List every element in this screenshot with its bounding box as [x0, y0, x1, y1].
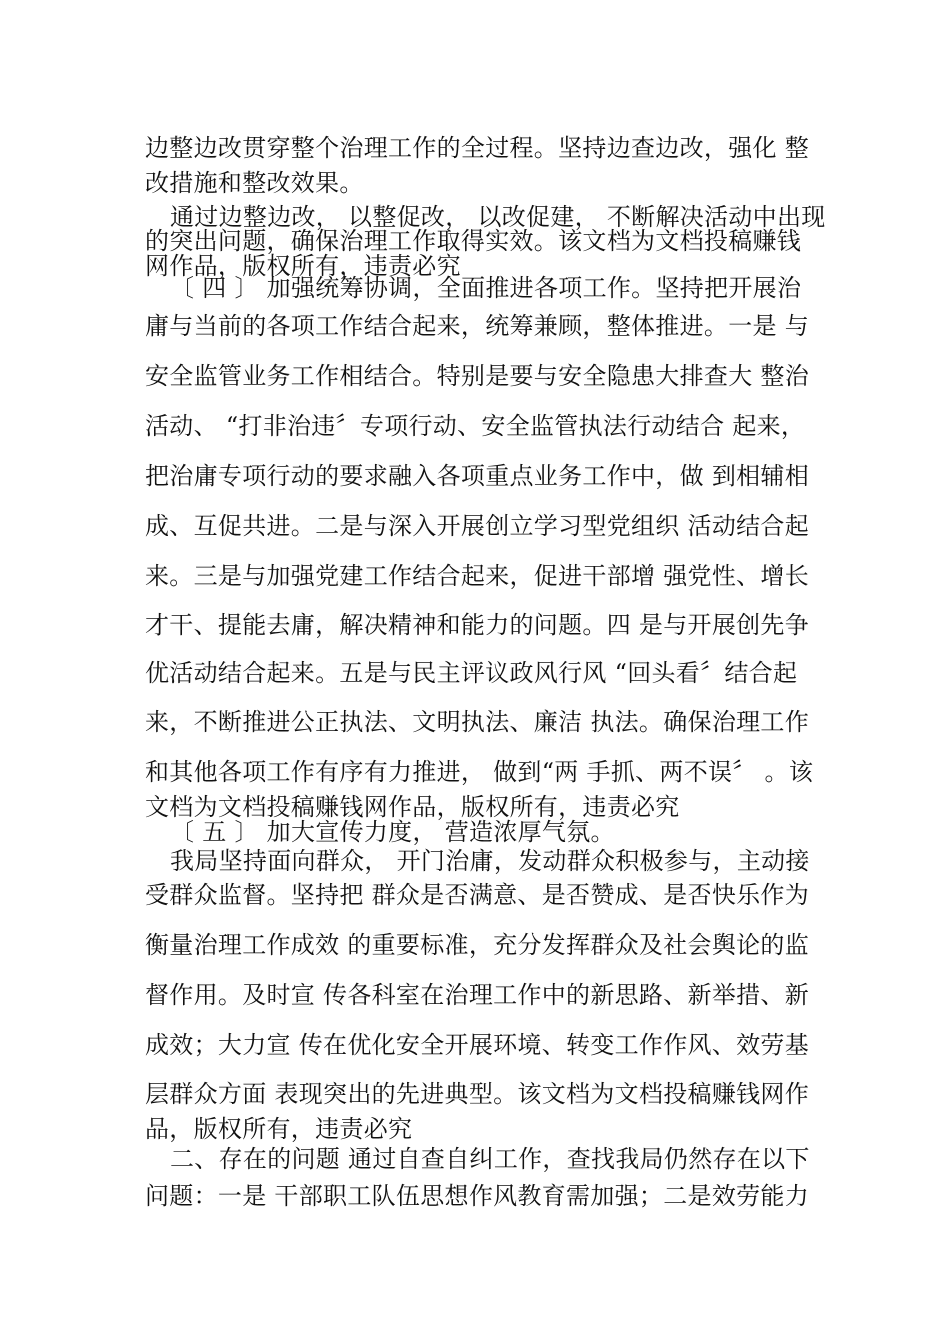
- text-line: 活动、 “打非治违〞专项行动、安全监管执法行动结合 起来，: [145, 412, 806, 440]
- text-line: 把治庸专项行动的要求融入各项重点业务工作中，做 到相辅相: [145, 462, 810, 490]
- text-line: 我局坚持面向群众， 开门治庸，发动群众积极参与，主动接: [170, 847, 810, 875]
- text-line: 〔 四 〕 加强统筹协调，全面推进各项工作。坚持把开展治: [170, 274, 802, 302]
- text-line: 庸与当前的各项工作结合起来，统筹兼顾，整体推进。一是 与: [145, 312, 810, 340]
- text-line: 二、存在的问题 通过自查自纠工作，查找我局仍然存在以下: [170, 1145, 810, 1173]
- text-line: 边整边改贯穿整个治理工作的全过程。坚持边查边改，强化 整: [145, 134, 810, 162]
- text-line: 层群众方面 表现突出的先进典型。该文档为文档投稿赚钱网作: [145, 1080, 810, 1108]
- text-line: 才干、提能去庸，解决精神和能力的问题。四 是与开展创先争: [145, 611, 810, 639]
- text-line: 品，版权所有，违责必究: [145, 1115, 413, 1143]
- text-line: 网作品，版权所有，违责必究: [145, 252, 461, 280]
- text-line: 的突出问题，确保治理工作取得实效。该文档为文档投稿赚钱: [145, 227, 802, 255]
- text-line: 文档为文档投稿赚钱网作品，版权所有，违责必究: [145, 793, 680, 821]
- text-line: 来，不断推进公正执法、文明执法、廉洁 执法。确保治理工作: [145, 708, 810, 736]
- text-line: 督作用。及时宣 传各科室在治理工作中的新思路、新举措、新: [145, 981, 810, 1009]
- text-line: 〔 五 〕 加大宣传力度， 营造浓厚气氛。: [170, 818, 615, 846]
- text-line: 受群众监督。坚持把 群众是否满意、是否赞成、是否快乐作为: [145, 881, 810, 909]
- text-line: 改措施和整改效果。: [145, 169, 364, 197]
- text-line: 问题：一是 干部职工队伍思想作风教育需加强；二是效劳能力: [145, 1182, 810, 1210]
- text-line: 成效；大力宣 传在优化安全开展环境、转变工作作风、效劳基: [145, 1031, 810, 1059]
- text-line: 安全监管业务工作相结合。特别是要与安全隐患大排查大 整治: [145, 362, 810, 390]
- text-line: 衡量治理工作成效 的重要标准，充分发挥群众及社会舆论的监: [145, 931, 810, 959]
- text-line: 通过边整边改， 以整促改， 以改促建， 不断解决活动中出现: [170, 203, 826, 231]
- text-line: 和其他各项工作有序有力推进， 做到“两 手抓、两不误〞 。该: [145, 758, 814, 786]
- text-line: 优活动结合起来。五是与民主评议政风行风 “回头看〞结合起: [145, 659, 798, 687]
- text-line: 成、互促共进。二是与深入开展创立学习型党组织 活动结合起: [145, 512, 810, 540]
- text-line: 来。三是与加强党建工作结合起来，促进干部增 强党性、增长: [145, 562, 810, 590]
